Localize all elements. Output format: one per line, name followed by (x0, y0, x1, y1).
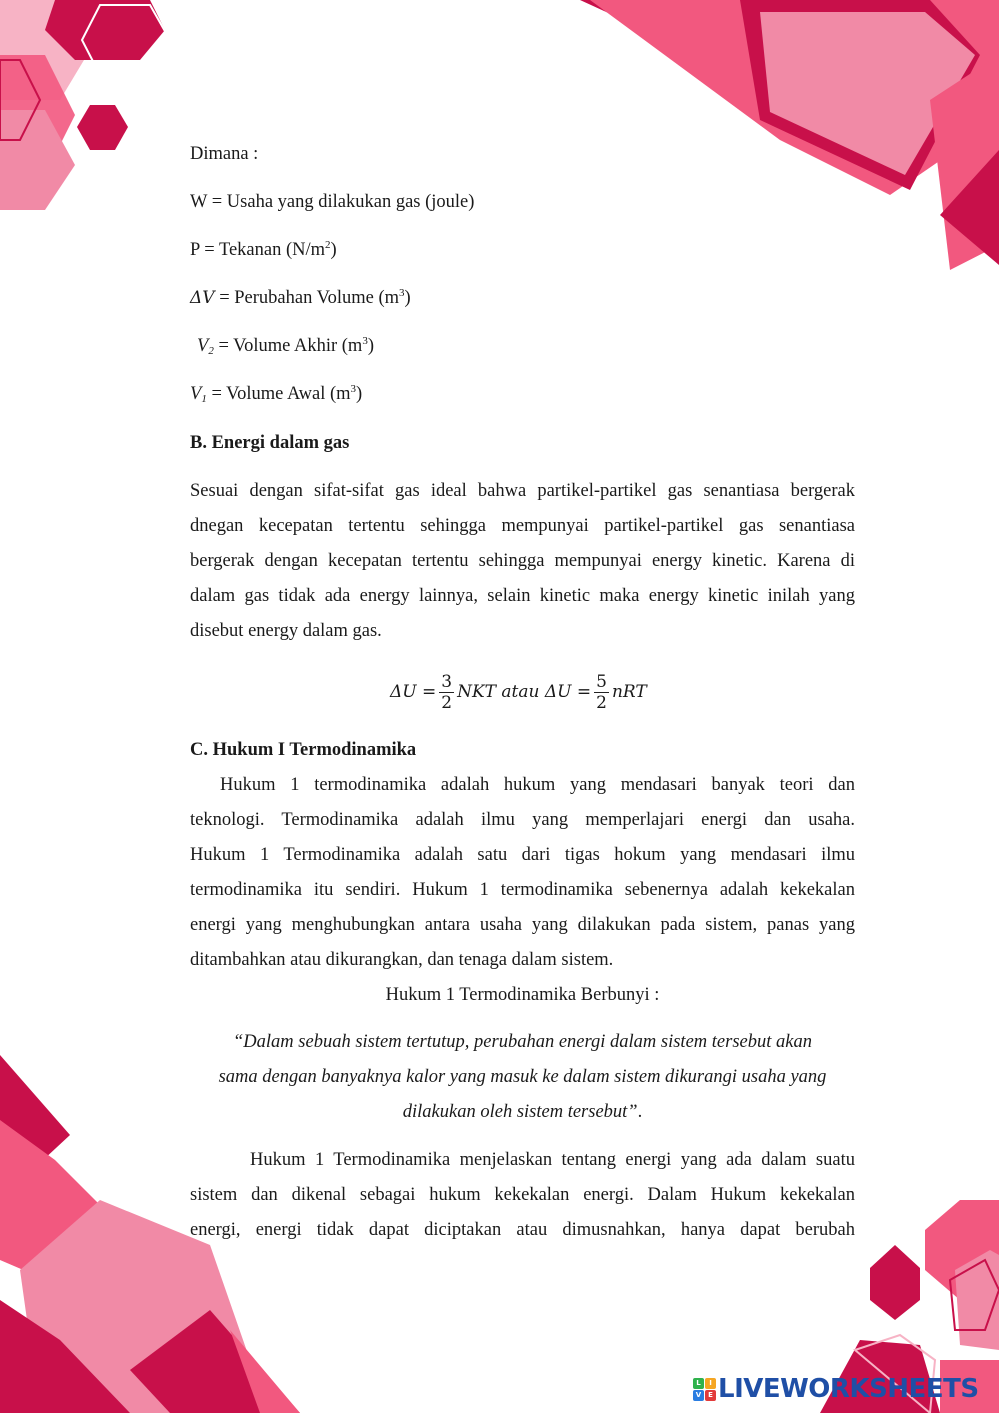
paragraph-line: energi yang menghubungkan antara usaha yang dilakukan pada sistem, panas yang (190, 915, 855, 935)
definition-v1: $V_1$ = Volume Awal $(m^3)$ (190, 383, 363, 405)
paragraph-line: energi, energi tidak dapat diciptakan atau dimusnahkan, hanya dapat berubah (190, 1220, 855, 1240)
decor-hexagon (77, 105, 128, 150)
paragraph-line: Hukum 1 termodinamika adalah hukum yang mendasari banyak teori dan (220, 775, 855, 795)
statement-intro: Hukum 1 Termodinamika Berbunyi : (385, 985, 660, 1005)
definition-delta-v: ΔV = Perubahan Volume $(m^3)$ (190, 287, 411, 308)
quote-line: “Dalam sebuah sistem tertutup, perubahan energi dalam sistem tersebut akan (233, 1032, 812, 1052)
logo-text: LIVEWORKSHEETS (718, 1374, 979, 1404)
paragraph-line: Hukum 1 Termodinamika menjelaskan tentang energi yang ada dalam suatu (250, 1150, 855, 1170)
definition-w: W = Usaha yang dilakukan gas (joule) (190, 192, 475, 212)
section-b-heading: B. Energi dalam gas (190, 433, 350, 453)
quote-line: dilakukan oleh sistem tersebut”. (402, 1102, 643, 1122)
decor-hexagon (870, 1245, 920, 1320)
paragraph-line: Hukum 1 Termodinamika adalah satu dari tigas hokum yang mendasari ilmu (190, 845, 855, 865)
paragraph-line: teknologi. Termodinamika adalah ilmu yang memperlajari energi dan usaha. (190, 810, 855, 830)
section-c-heading: C. Hukum I Termodinamika (190, 740, 417, 760)
paragraph-line: sistem dan dikenal sebagai hukum kekekalan energi. Dalam Hukum kekekalan (190, 1185, 855, 1205)
paragraph-line: dalam gas tidak ada energy lainnya, selain kinetic maka energy kinetic inilah yang (190, 586, 855, 606)
paragraph-line: Sesuai dengan sifat-sifat gas ideal bahwa partikel-partikel gas senantiasa bergerak (190, 481, 855, 501)
paragraph-line: dnegan kecepatan tertentu sehingga mempunyai partikel-partikel gas senantiasa (190, 516, 855, 536)
energy-formula: ΔU = $\frac{3}{2}$ NKT atau ΔU = $\frac{5}{2}$ nRT (390, 672, 647, 713)
fraction: $\frac{3}{2}$ (441, 672, 453, 713)
logo-mark-icon: L I V E (693, 1378, 716, 1401)
paragraph-line: termodinamika itu sendiri. Hukum 1 termodinamika sebenernya adalah kekekalan (190, 880, 855, 900)
definitions-title: Dimana : (190, 144, 259, 164)
paragraph-line: disebut energy dalam gas. (190, 621, 382, 641)
fraction: $\frac{5}{2}$ (596, 672, 607, 713)
definition-p: P = Tekanan $(N/m^2)$ (190, 239, 337, 260)
liveworksheets-logo[interactable] (693, 1373, 979, 1405)
paragraph-line: ditambahkan atau dikurangkan, dan tenaga dalam sistem. (190, 950, 614, 970)
definition-v2: $V_2$ = Volume Akhir $(m^3)$ (197, 335, 374, 357)
paragraph-line: bergerak dengan kecepatan tertentu sehingga mempunyai energy kinetic. Karena di (190, 551, 855, 571)
quote-line: sama dengan banyaknya kalor yang masuk ke dalam sistem dikurangi usaha yang (218, 1067, 827, 1087)
